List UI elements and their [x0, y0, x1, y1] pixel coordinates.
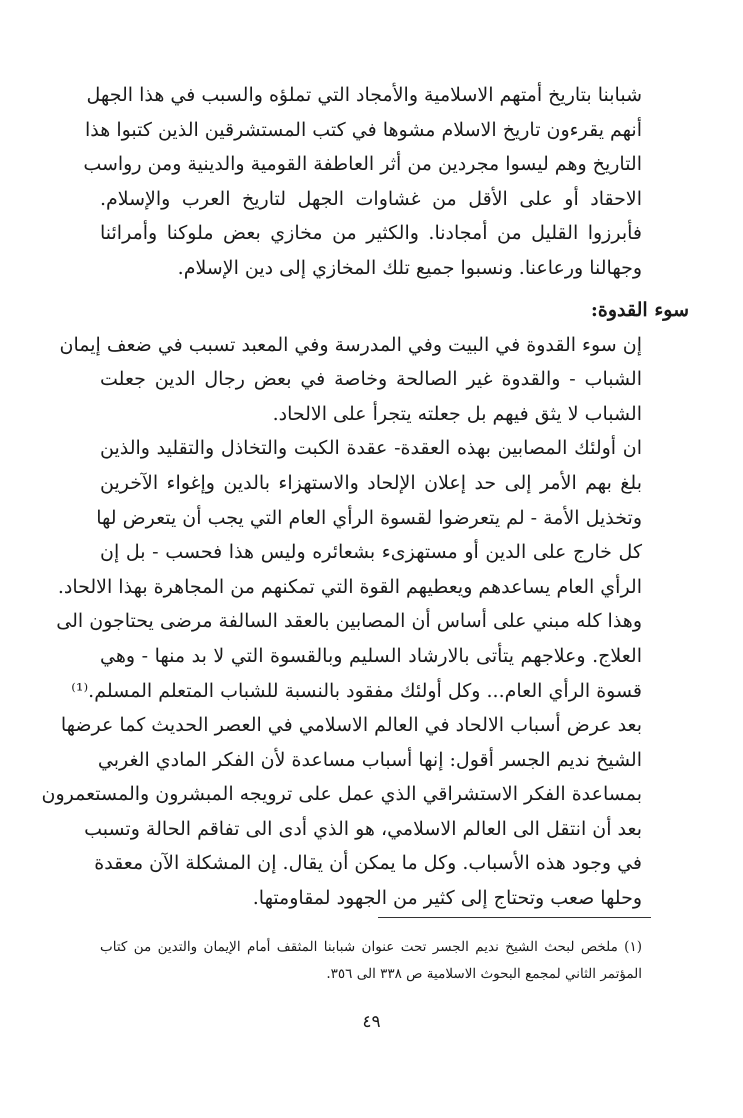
footnote-line: المؤتمر الثاني لمجمع البحوث الاسلامية ص ٣٣٨ الى ٣٥٦. — [326, 966, 642, 982]
text-line: الشباب لا يثق فيهم بل جعلته يتجرأ على الالحاد. — [272, 402, 642, 425]
text-line: العلاج. وعلاجهم يتأتى بالارشاد السليم وبالقسوة التي لا بد منها - وهي — [100, 644, 642, 667]
text-line: وهذا كله مبني على أساس أن المصابين بالعقد السالفة مرضى يحتاجون الى — [56, 610, 642, 633]
text-line: أنهم يقرءون تاريخ الاسلام مشوها في كتب المستشرقين الذين كتبوا هذا — [85, 118, 642, 141]
paragraph-conclusion — [41, 708, 642, 916]
text-line: الاحقاد أو على الأقل من غشاوات الجهل لتاريخ العرب والإسلام. — [100, 187, 642, 210]
main-text — [41, 78, 689, 916]
text-line: وحلها صعب وتحتاج إلى كثير من الجهود لمقاومتها. — [252, 887, 642, 910]
text-line: كل خارج على الدين أو مستهزىء بشعائره وليس هذا فحسب - بل إن — [100, 541, 642, 564]
text-line: في وجود هذه الأسباب. وكل ما يمكن أن يقال. إن المشكلة الآن معقدة — [94, 852, 642, 875]
text-line: الشيخ نديم الجسر أقول: إنها أسباب مساعدة لأن الفكر المادي الغربي — [97, 748, 642, 771]
footnote-line: (١) ملخص لبحث الشيخ نديم الجسر تحت عنوان شبابنا المثقف أمام الإيمان والتدين من كتاب — [100, 939, 642, 955]
paragraph-bad-example — [59, 328, 642, 432]
section-heading: سوء القدوة: — [590, 298, 689, 321]
text-line: ان أولئك المصابين بهذه العقدة- عقدة الكبت والتخاذل والتقليد والذين — [100, 437, 642, 460]
text-line: إن سوء القدوة في البيت وفي المدرسة وفي المعبد تسبب في ضعف إيمان — [59, 333, 642, 356]
text-line: بلغ بهم الأمر إلى حد إعلان الإلحاد والاستهزاء بالدين وإغواء الآخرين — [100, 471, 642, 494]
text-line: بعد أن انتقل الى العالم الاسلامي، هو الذي أدى الى تفاقم الحالة وتسبب — [84, 817, 642, 840]
text-line: الشباب - والقدوة غير الصالحة وخاصة في بعض رجال الدين جعلت — [100, 368, 642, 391]
text-line: الرأي العام يساعدهم ويعطيهم القوة التي تمكنهم من المجاهرة بهذا الالحاد. — [57, 575, 642, 598]
text-line: بمساعدة الفكر الاستشراقي الذي عمل على ترويجه المبشرون والمستعمرون — [41, 783, 642, 806]
text-line: وجهالنا ورعاعنا. ونسبوا جميع تلك المخازي إلى دين الإسلام. — [177, 256, 642, 279]
text-line: بعد عرض أسباب الالحاد في العالم الاسلامي في العصر الحديث كما عرضها — [60, 714, 642, 737]
paragraph-ignorance-of-history — [83, 78, 642, 286]
footnote — [100, 934, 642, 988]
page-number: ٤٩ — [362, 1012, 381, 1032]
footnote-divider — [378, 917, 651, 918]
paragraph-complex — [56, 431, 642, 708]
text-line: قسوة الرأي العام... وكل أولئك مفقود بالنسبة للشباب المتعلم المسلم.⁽¹⁾ — [71, 679, 642, 702]
text-line: شبابنا بتاريخ أمتهم الاسلامية والأمجاد التي تملؤه والسبب في هذا الجهل — [86, 84, 642, 106]
text-line: فأبرزوا القليل من أمجادنا. والكثير من مخازي بعض ملوكنا وأمرائنا — [100, 222, 642, 245]
text-line: التاريخ وهم ليسوا مجردين من أثر العاطفة القومية والدينية ومن رواسب — [83, 153, 642, 176]
text-line: وتخذيل الأمة - لم يتعرضوا لقسوة الرأي العام التي يجب أن يتعرض لها — [96, 506, 642, 529]
